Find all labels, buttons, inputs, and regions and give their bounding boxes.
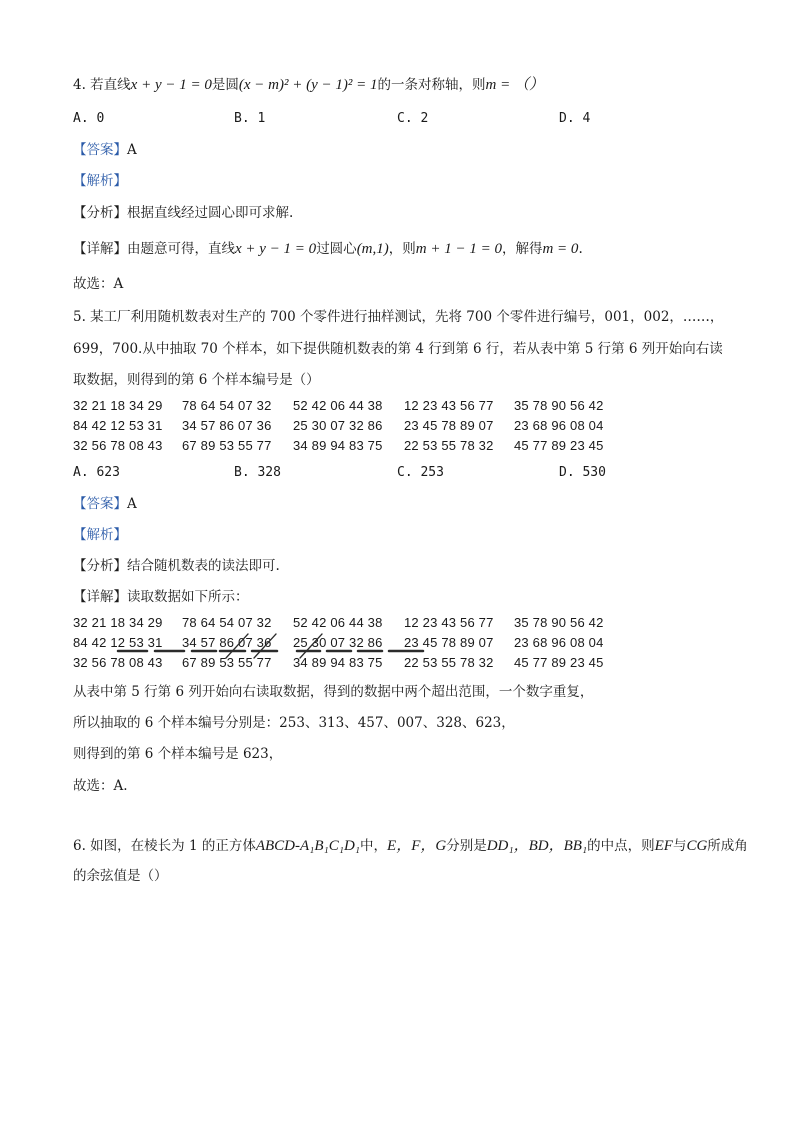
q6-stem-line2: 的余弦值是（） xyxy=(73,868,168,884)
q5-detail-tag: 【详解】 xyxy=(73,589,127,605)
table-cell: 34 89 94 83 75 xyxy=(293,438,383,453)
q4-detail-expr2: (m,1) xyxy=(356,241,389,257)
table-cell: 45 77 89 23 45 xyxy=(514,655,604,670)
q4-ask: m = （） xyxy=(485,77,544,93)
q4-answer-tag: 【答案】 xyxy=(73,142,127,158)
q5-fenxi-tag: 【分析】 xyxy=(73,558,127,574)
q4-fenxi-text: 根据直线经过圆心即可求解. xyxy=(127,205,294,221)
q4-detail-expr4: m = 0 xyxy=(542,241,579,257)
q4-line-expr: x + y − 1 = 0 xyxy=(130,77,212,93)
q5-stem-line3: 取数据，则得到的第 6 个样本编号是（） xyxy=(73,372,320,388)
q5-stem-line2: 699，700.从中抽取 70 个样本，如下提供随机数表的第 4 行到第 6 行，若从表中第 5 行第 6 列开始向右读 xyxy=(73,341,723,357)
strike-mark xyxy=(254,634,276,658)
table-cell: 84 42 12 53 31 xyxy=(73,635,163,650)
table-cell: 22 53 55 78 32 xyxy=(404,438,494,453)
q6-stem-c: 分别是 xyxy=(446,838,487,854)
q5-option-d: D. 530 xyxy=(559,465,606,480)
table-cell: 23 45 78 89 07 xyxy=(404,418,494,433)
q5-conclusion1: 从表中第 5 行第 6 列开始向右读取数据，得到的数据中两个超出范围，一个数字重复， xyxy=(73,684,594,700)
table-cell: 23 68 96 08 04 xyxy=(514,418,604,433)
q6-ef: EF xyxy=(654,838,673,854)
q4-option-b: B. 1 xyxy=(234,111,266,126)
q6-cg: CG xyxy=(686,838,708,854)
q5-fenxi-text: 结合随机数表的读法即可. xyxy=(127,558,280,574)
table-cell: 67 89 53 55 77 xyxy=(182,655,272,670)
q4-detail-expr1: x + y − 1 = 0 xyxy=(235,241,317,257)
table-cell: 78 64 54 07 32 xyxy=(182,615,272,630)
q6-stem-d: 的中点，则 xyxy=(587,838,655,854)
q5-option-c: C. 253 xyxy=(397,465,444,480)
table-cell: 32 21 18 34 29 xyxy=(73,398,163,413)
table-cell: 52 42 06 44 38 xyxy=(293,615,383,630)
q5-stem-line1: 5. 某工厂利用随机数表对生产的 700 个零件进行抽样测试，先将 700 个零件进行编号，001，002，……， xyxy=(73,309,724,325)
q4-detail-b: 过圆心 xyxy=(316,241,357,257)
table-cell: 23 45 78 89 07 xyxy=(404,635,494,650)
q6-cube: ABCD-A₁B₁C₁D₁ xyxy=(255,838,361,854)
q6-stem-e: 与 xyxy=(672,838,687,854)
table-cell: 35 78 90 56 42 xyxy=(514,615,604,630)
q4-choose: 故选：A xyxy=(73,276,124,292)
q5-answer-value: A xyxy=(127,496,137,512)
table-cell: 35 78 90 56 42 xyxy=(514,398,604,413)
q5-option-b: B. 328 xyxy=(234,465,281,480)
q4-analysis-tag: 【解析】 xyxy=(73,173,127,189)
table-cell: 25 30 07 32 86 xyxy=(293,418,383,433)
table-cell: 25 30 07 32 86 xyxy=(293,635,383,650)
q4-stem-post: 的一条对称轴，则 xyxy=(377,77,486,93)
q4-detail-expr3: m + 1 − 1 = 0 xyxy=(415,241,502,257)
q6-stem-a: 6. 如图，在棱长为 1 的正方体 xyxy=(73,838,256,854)
table-cell: 34 57 86 07 36 xyxy=(182,418,272,433)
q4-stem-pre: 4. 若直线 xyxy=(73,77,131,93)
q6-stem-line1 xyxy=(73,837,748,855)
q4-stem-mid: 是圆 xyxy=(211,77,239,93)
q6-stem-f: 所成角 xyxy=(707,838,748,854)
table-cell: 12 23 43 56 77 xyxy=(404,615,494,630)
table-cell: 78 64 54 07 32 xyxy=(182,398,272,413)
q4-detail-c: ，则 xyxy=(388,241,416,257)
table-cell: 52 42 06 44 38 xyxy=(293,398,383,413)
q5-choose: 故选：A. xyxy=(73,778,128,794)
q5-option-a: A. 623 xyxy=(73,465,120,480)
q4-detail-a: 由题意可得，直线 xyxy=(127,241,235,257)
strike-mark xyxy=(300,634,322,658)
q4-detail-d: ，解得 xyxy=(501,241,543,257)
table-cell: 84 42 12 53 31 xyxy=(73,418,163,433)
table-cell: 23 68 96 08 04 xyxy=(514,635,604,650)
q4-circle-expr: (x − m)² + (y − 1)² = 1 xyxy=(238,77,378,93)
q4-detail-e: . xyxy=(578,241,583,257)
q4-answer-value: A xyxy=(127,142,137,158)
q4-option-a: A. 0 xyxy=(73,111,105,126)
table-cell: 34 57 86 07 36 xyxy=(182,635,272,650)
q6-points: E，F，G xyxy=(387,838,447,854)
q4-detail-tag: 【详解】 xyxy=(73,241,127,257)
table-cell: 32 56 78 08 43 xyxy=(73,438,163,453)
q4-fenxi-tag: 【分析】 xyxy=(73,205,127,221)
q5-detail-text: 读取数据如下所示： xyxy=(127,589,249,605)
table-cell: 32 56 78 08 43 xyxy=(73,655,163,670)
table-cell: 32 21 18 34 29 xyxy=(73,615,163,630)
q5-conclusion3: 则得到的第 6 个样本编号是 623， xyxy=(73,746,283,762)
q6-stem-b: 中， xyxy=(360,838,388,854)
q5-analysis-tag: 【解析】 xyxy=(73,527,127,543)
q4-option-c: C. 2 xyxy=(397,111,429,126)
table-cell: 67 89 53 55 77 xyxy=(182,438,272,453)
table-cell: 12 23 43 56 77 xyxy=(404,398,494,413)
table-cell: 22 53 55 78 32 xyxy=(404,655,494,670)
strike-mark xyxy=(226,634,248,658)
q4-option-d: D. 4 xyxy=(559,111,591,126)
table-cell: 34 89 94 83 75 xyxy=(293,655,383,670)
q5-answer-tag: 【答案】 xyxy=(73,496,127,512)
q6-segs: DD₁，BD，BB₁ xyxy=(486,838,588,854)
table-cell: 45 77 89 23 45 xyxy=(514,438,604,453)
q5-conclusion2: 所以抽取的 6 个样本编号分别是：253、313、457、007、328、623， xyxy=(73,715,515,731)
